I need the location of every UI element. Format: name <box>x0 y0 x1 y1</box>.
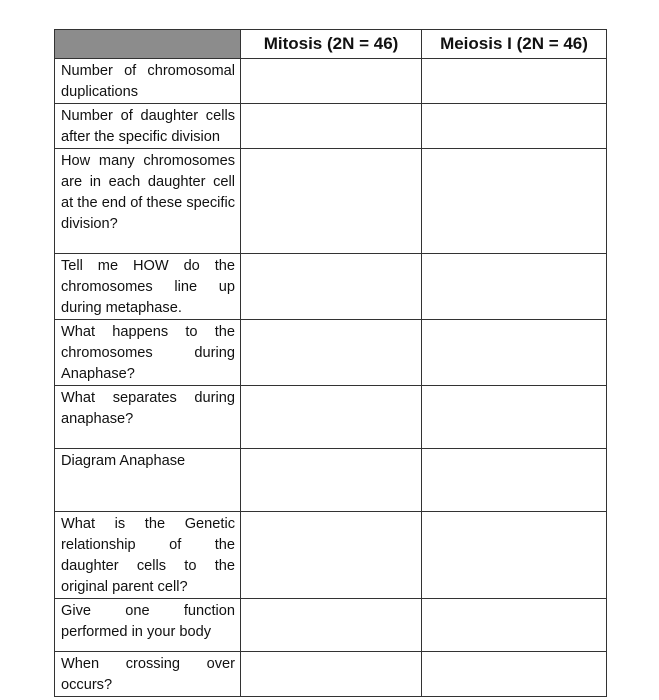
header-mitosis: Mitosis (2N = 46) <box>241 30 422 59</box>
question-cell: Tell me HOW do the chromosomes line up during metaphase. <box>55 254 241 320</box>
table-row <box>55 254 607 320</box>
mitosis-answer-cell[interactable] <box>241 254 422 320</box>
meiosis-answer-cell[interactable] <box>422 652 607 697</box>
question-cell: What separates during anaphase? <box>55 386 241 449</box>
worksheet <box>54 29 606 697</box>
table-row <box>55 386 607 449</box>
table-row <box>55 449 607 512</box>
mitosis-answer-cell[interactable] <box>241 512 422 599</box>
meiosis-answer-cell[interactable] <box>422 149 607 254</box>
mitosis-answer-cell[interactable] <box>241 652 422 697</box>
table-row <box>55 59 607 104</box>
question-cell: Give one function performed in your body <box>55 599 241 652</box>
question-cell: When crossing over occurs? <box>55 652 241 697</box>
mitosis-answer-cell[interactable] <box>241 320 422 386</box>
meiosis-answer-cell[interactable] <box>422 449 607 512</box>
question-cell: Diagram Anaphase <box>55 449 241 512</box>
table-row <box>55 512 607 599</box>
mitosis-answer-cell[interactable] <box>241 599 422 652</box>
meiosis-answer-cell[interactable] <box>422 254 607 320</box>
question-cell: Number of daughter cells after the specific division <box>55 104 241 149</box>
meiosis-answer-cell[interactable] <box>422 386 607 449</box>
table-row <box>55 320 607 386</box>
table-row <box>55 104 607 149</box>
meiosis-answer-cell[interactable] <box>422 104 607 149</box>
mitosis-answer-cell[interactable] <box>241 104 422 149</box>
meiosis-answer-cell[interactable] <box>422 512 607 599</box>
table-row <box>55 149 607 254</box>
meiosis-answer-cell[interactable] <box>422 59 607 104</box>
meiosis-answer-cell[interactable] <box>422 599 607 652</box>
table-row <box>55 652 607 697</box>
meiosis-answer-cell[interactable] <box>422 320 607 386</box>
question-cell: What happens to the chromosomes during Anaphase? <box>55 320 241 386</box>
question-cell: What is the Genetic relationship of the daughter cells to the original parent cell? <box>55 512 241 599</box>
mitosis-answer-cell[interactable] <box>241 386 422 449</box>
mitosis-answer-cell[interactable] <box>241 149 422 254</box>
comparison-table <box>54 29 607 697</box>
header-corner-cell <box>55 30 241 59</box>
header-row <box>55 30 607 59</box>
question-cell: How many chromosomes are in each daughter cell at the end of these specific division? <box>55 149 241 254</box>
table-row <box>55 599 607 652</box>
mitosis-answer-cell[interactable] <box>241 449 422 512</box>
mitosis-answer-cell[interactable] <box>241 59 422 104</box>
question-cell: Number of chromosomal duplications <box>55 59 241 104</box>
header-meiosis: Meiosis I (2N = 46) <box>422 30 607 59</box>
